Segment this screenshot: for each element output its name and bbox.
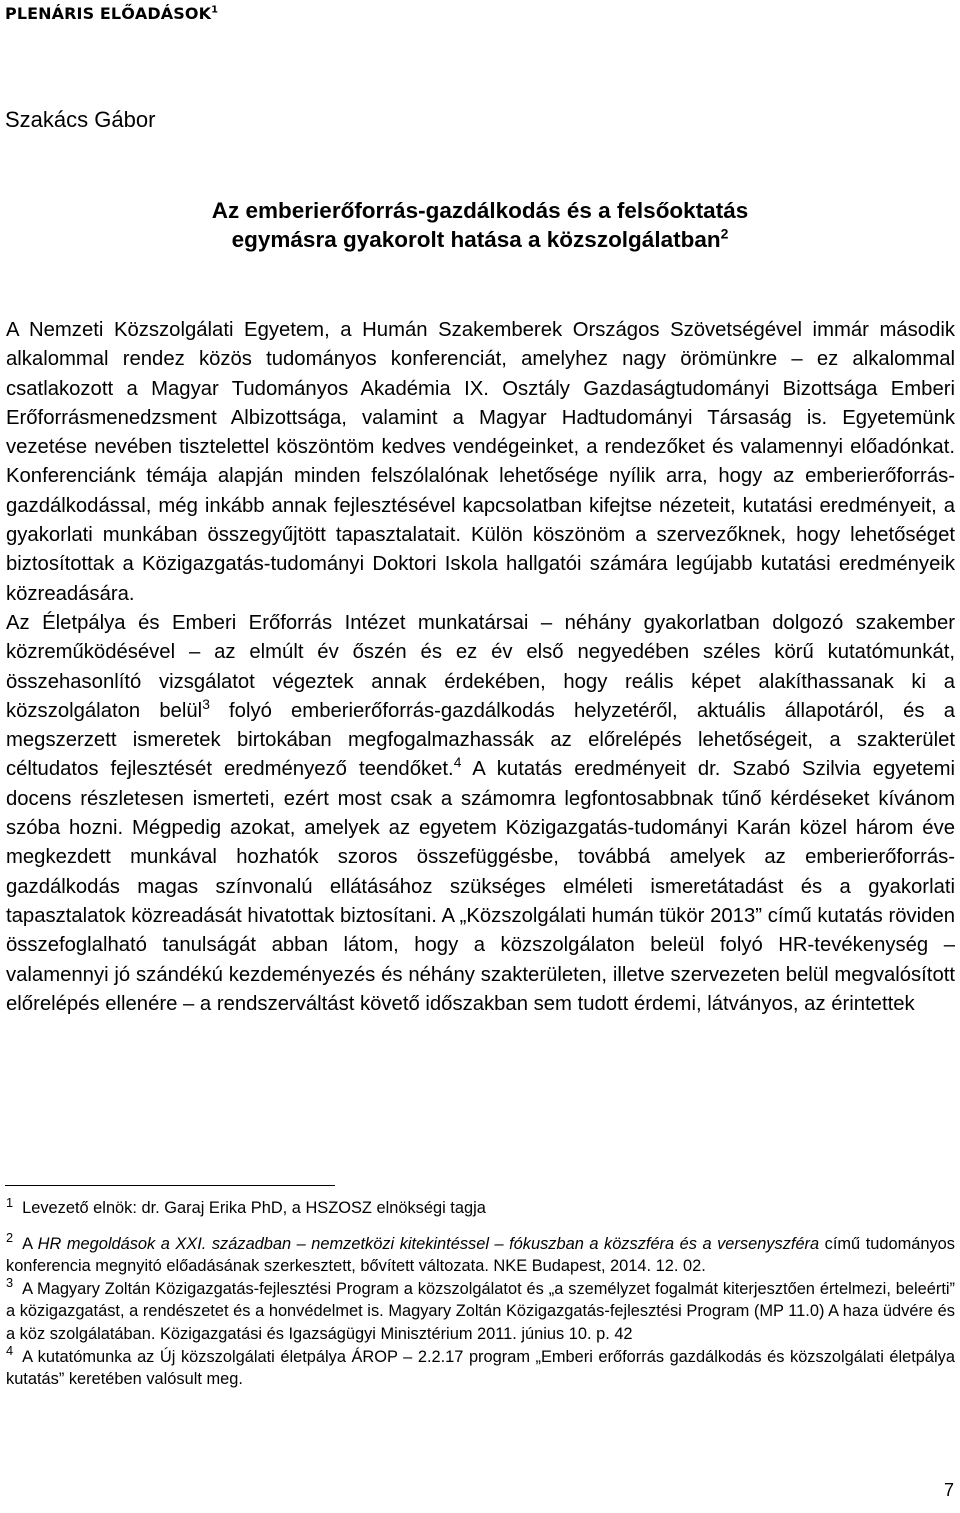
section-label: PLENÁRIS ELŐADÁSOK: [5, 4, 212, 23]
footnote-separator: [5, 1185, 335, 1186]
paragraph-2-part-1: Az Életpálya és Emberi Erőforrás Intézet munkatársai – néhány gyakorlatban dolgozó szakember közreműködésével – az elmúlt év őszén és ez év első negyedében széles körű kutatómunkát, összehasonlító vizsgálatot végeztek annak érdekében, hogy reális képet alakíthassanak ki a közszolgálaton belül: [6, 611, 955, 722]
footnote-ref-3: 3: [202, 697, 210, 713]
paragraph-1: A Nemzeti Közszolgálati Egyetem, a Humán Szakemberek Országos Szövetségével immár második alkalommal rendez közös tudományos konferenciát, amelyhez nagy örömünkre – ez alkalommal csatlakozott a Magyar Tudományos Akadémia IX. Osztály Gazdaságtudományi Bizottsága Emberi Erőforrásmenedzsment Albizottsága, valamint a Magyar Hadtudományi Társaság is. Egyetemünk vezetése nevében tisztelettel köszöntöm kedves vendégeinket, a rendezőket és valamennyi előadónkat. Konferenciánk témája alapján minden felszólalónak lehetősége nyílik arra, hogy az emberierőforrás-gazdálkodással, még inkább annak fejlesztésével kapcsolatban kifejtse nézeteit, kutatási eredményeit, a gyakorlati munkában összegyűjtött tapasztalatait. Külön köszönöm a szervezőknek, hogy lehetőséget biztosítottak a Közigazgatás-tudományi Doktori Iskola hallgatói számára legújabb kutatási eredményeik közreadására.: [6, 319, 955, 605]
footnote-ref-1: 1: [211, 4, 219, 16]
page-number: 7: [943, 1480, 954, 1500]
footnotes: [6, 1194, 955, 1391]
paragraph-2: [6, 609, 955, 1019]
footnote-1-number: 1: [6, 1194, 14, 1210]
article-title: [0, 196, 960, 254]
title-line-2: [0, 225, 960, 254]
paragraph-2-part-2: folyó emberierőforrás-gazdálkodás helyzetéről, aktuális állapotáról, és a megszerzett ismeretek birtokában megfogalmazhassák az előrelépés lehetőségeit, a szakterület céltudatos fejlesztését eredményező teendőket.: [6, 699, 956, 781]
footnote-3-text: A Magyary Zoltán Közigazgatás-fejlesztési Program a közszolgálatot és „a személyzet fogalmát kiterjesztően értelmezi, beleérti” a közigazgatást, a rendészetet és a honvédelmet is. Magyary Zoltán Közigazgatás-fejlesztési Program (MP 11.0) A haza üdvére és a köz szolgálatában. Közigazgatási és Igazságügyi Minisztérium 2011. június 10. p. 42: [6, 1279, 955, 1343]
footnote-2-text-a: A: [22, 1234, 38, 1253]
footnote-2-text-b: című tudományos konferencia megnyitó előadásának szerkesztett, bővített változata. NKE Budapest, 2014. 12. 02.: [6, 1234, 955, 1276]
article-body: [6, 316, 955, 1019]
title-line-1: Az emberierőforrás-gazdálkodás és a felsőoktatás: [211, 198, 749, 223]
paragraph-2-part-3: A kutatás eredményeit dr. Szabó Szilvia egyetemi docens részletesen ismerteti, ezért most csak a számomra legfontosabbnak tűnő kérdéseket kívánom szóba hozni. Mégpedig azokat, amelyek az egyetem Közigazgatás-tudományi Karán közel három éve megkezdett munkával hozhatók szoros összefüggésbe, továbbá amelyek az emberierőforrás-gazdálkodás magas színvonalú ellátásához szükséges elméleti ismeretátadást és a gyakorlati tapasztalatok közreadását hivatottak biztosítani. A „Közszolgálati humán tükör 2013” című kutatás röviden összefoglalható tanulságát abban látom, hogy a közszolgálaton beleül folyó HR-tevékenység – valamennyi jó szándékú kezdeményezés és néhány szakterületen, illetve szervezeten belül megvalósított előrelépés ellenére – a rendszerváltást követő időszakban sem tudott érdemi, látványos, az érintettek: [6, 758, 955, 1015]
footnote-1-text: Levezető elnök: dr. Garaj Erika PhD, a HSZOSZ elnökségi tagja: [22, 1199, 486, 1217]
author-name: Szakács Gábor: [5, 107, 156, 132]
footnote-4-number: 4: [6, 1343, 14, 1359]
footnote-2-conference-title: HR megoldások a XXI. században – nemzetközi kitekintéssel – fókuszban a közszféra és a versenyszféra: [37, 1234, 820, 1253]
footnote-4-text: A kutatómunka az Új közszolgálati életpálya ÁROP – 2.2.17 program „Emberi erőforrás gazdálkodás és közszolgálati életpálya kutatás” keretében valósult meg.: [6, 1347, 955, 1389]
footnote-4: [6, 1343, 955, 1391]
footnote-2: [6, 1230, 955, 1278]
title-line-2-text: egymásra gyakorolt hatása a közszolgálatban: [231, 227, 721, 252]
section-header: [5, 4, 218, 23]
footnote-ref-4: 4: [453, 755, 462, 771]
footnote-3: [6, 1275, 955, 1346]
footnote-3-number: 3: [6, 1275, 14, 1291]
footnote-1: [6, 1194, 955, 1220]
footnote-ref-2: 2: [720, 225, 729, 242]
footnote-2-number: 2: [6, 1230, 14, 1246]
